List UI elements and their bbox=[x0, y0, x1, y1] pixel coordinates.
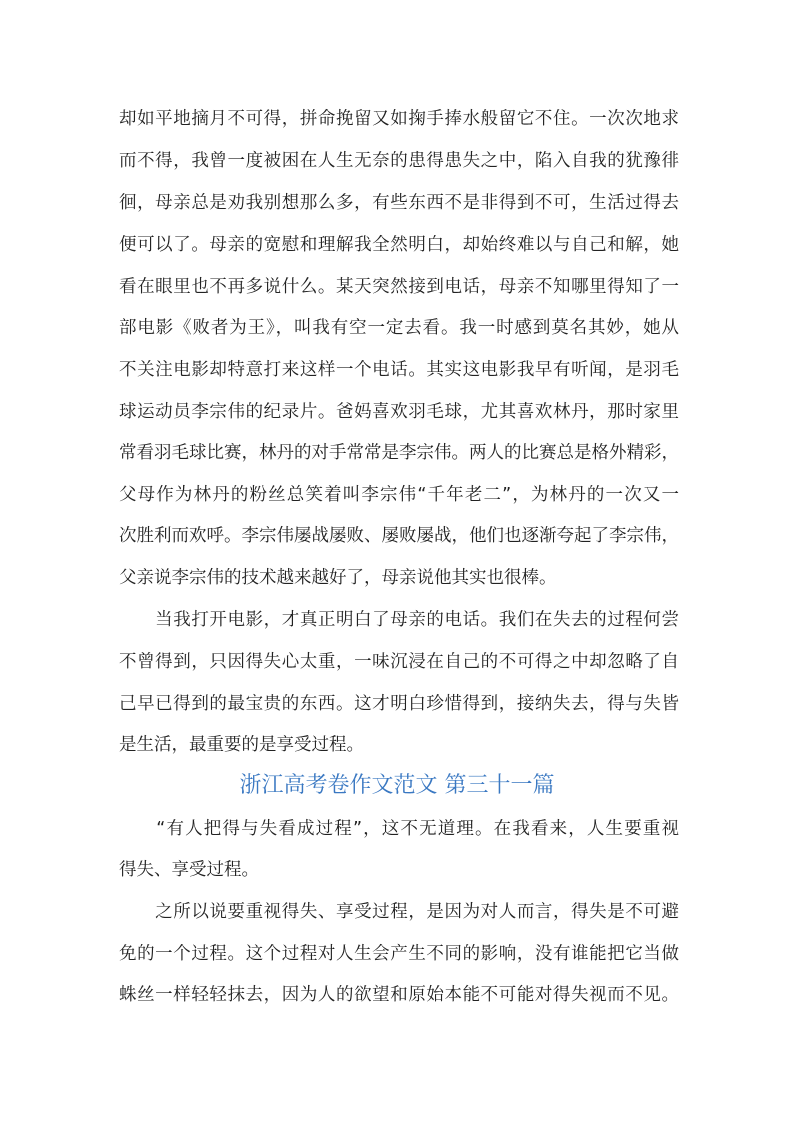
paragraph-line: 父亲说李宗伟的技术越来越好了，母亲说他其实也很棒。 bbox=[119, 568, 557, 588]
paragraph-line: 次胜利而欢呼。李宗伟屡战屡败、屡败屡战，他们也逐渐夸起了李宗伟， bbox=[119, 526, 679, 546]
paragraph-line: 蛛丝一样轻轻抹去，因为人的欲望和原始本能不可能对得失视而不见。 bbox=[119, 985, 679, 1005]
section-heading: 浙江高考卷作文范文 第三十一篇 bbox=[239, 773, 555, 798]
paragraph-line: 部电影《败者为王》，叫我有空一定去看。我一时感到莫名其妙，她从 bbox=[119, 318, 679, 338]
paragraph-line: 常看羽毛球比赛，林丹的对手常常是李宗伟。两人的比赛总是格外精彩， bbox=[119, 443, 679, 463]
paragraph-line: “有人把得与失看成过程”，这不无道理。在我看来，人生要重视 bbox=[119, 819, 679, 839]
paragraph-line: 己早已得到的最宝贵的东西。这才明白珍惜得到，接纳失去，得与失皆 bbox=[119, 694, 679, 714]
paragraph-line: 而不得，我曾一度被困在人生无奈的患得患失之中，陷入自我的犹豫徘 bbox=[119, 151, 679, 171]
paragraph-line: 免的一个过程。这个过程对人生会产生不同的影响，没有谁能把它当做 bbox=[119, 944, 679, 964]
paragraph-line: 父母作为林丹的粉丝总笑着叫李宗伟“千年老二”，为林丹的一次又一 bbox=[119, 485, 679, 505]
paragraph-line: 当我打开电影，才真正明白了母亲的电话。我们在失去的过程何尝 bbox=[119, 610, 679, 630]
paragraph-line: 不曾得到，只因得失心太重，一味沉浸在自己的不可得之中却忽略了自 bbox=[119, 652, 679, 672]
paragraph-line: 便可以了。母亲的宽慰和理解我全然明白，却始终难以与自己和解，她 bbox=[119, 235, 679, 255]
paragraph-line: 不关注电影却特意打来这样一个电话。其实这电影我早有听闻，是羽毛 bbox=[119, 360, 679, 380]
paragraph-line: 却如平地摘月不可得，拼命挽留又如掬手捧水般留它不住。一次次地求 bbox=[119, 109, 679, 129]
paragraph-line: 之所以说要重视得失、享受过程，是因为对人而言，得失是不可避 bbox=[119, 902, 679, 922]
paragraph-line: 是生活，最重要的是享受过程。 bbox=[119, 735, 364, 755]
paragraph-line: 看在眼里也不再多说什么。某天突然接到电话，母亲不知哪里得知了一 bbox=[119, 277, 679, 297]
paragraph-line: 球运动员李宗伟的纪录片。爸妈喜欢羽毛球，尤其喜欢林丹，那时家里 bbox=[119, 402, 679, 422]
paragraph-line: 得失、享受过程。 bbox=[119, 860, 259, 880]
paragraph-line: 徊，母亲总是劝我别想那么多，有些东西不是非得到不可，生活过得去 bbox=[119, 193, 679, 213]
